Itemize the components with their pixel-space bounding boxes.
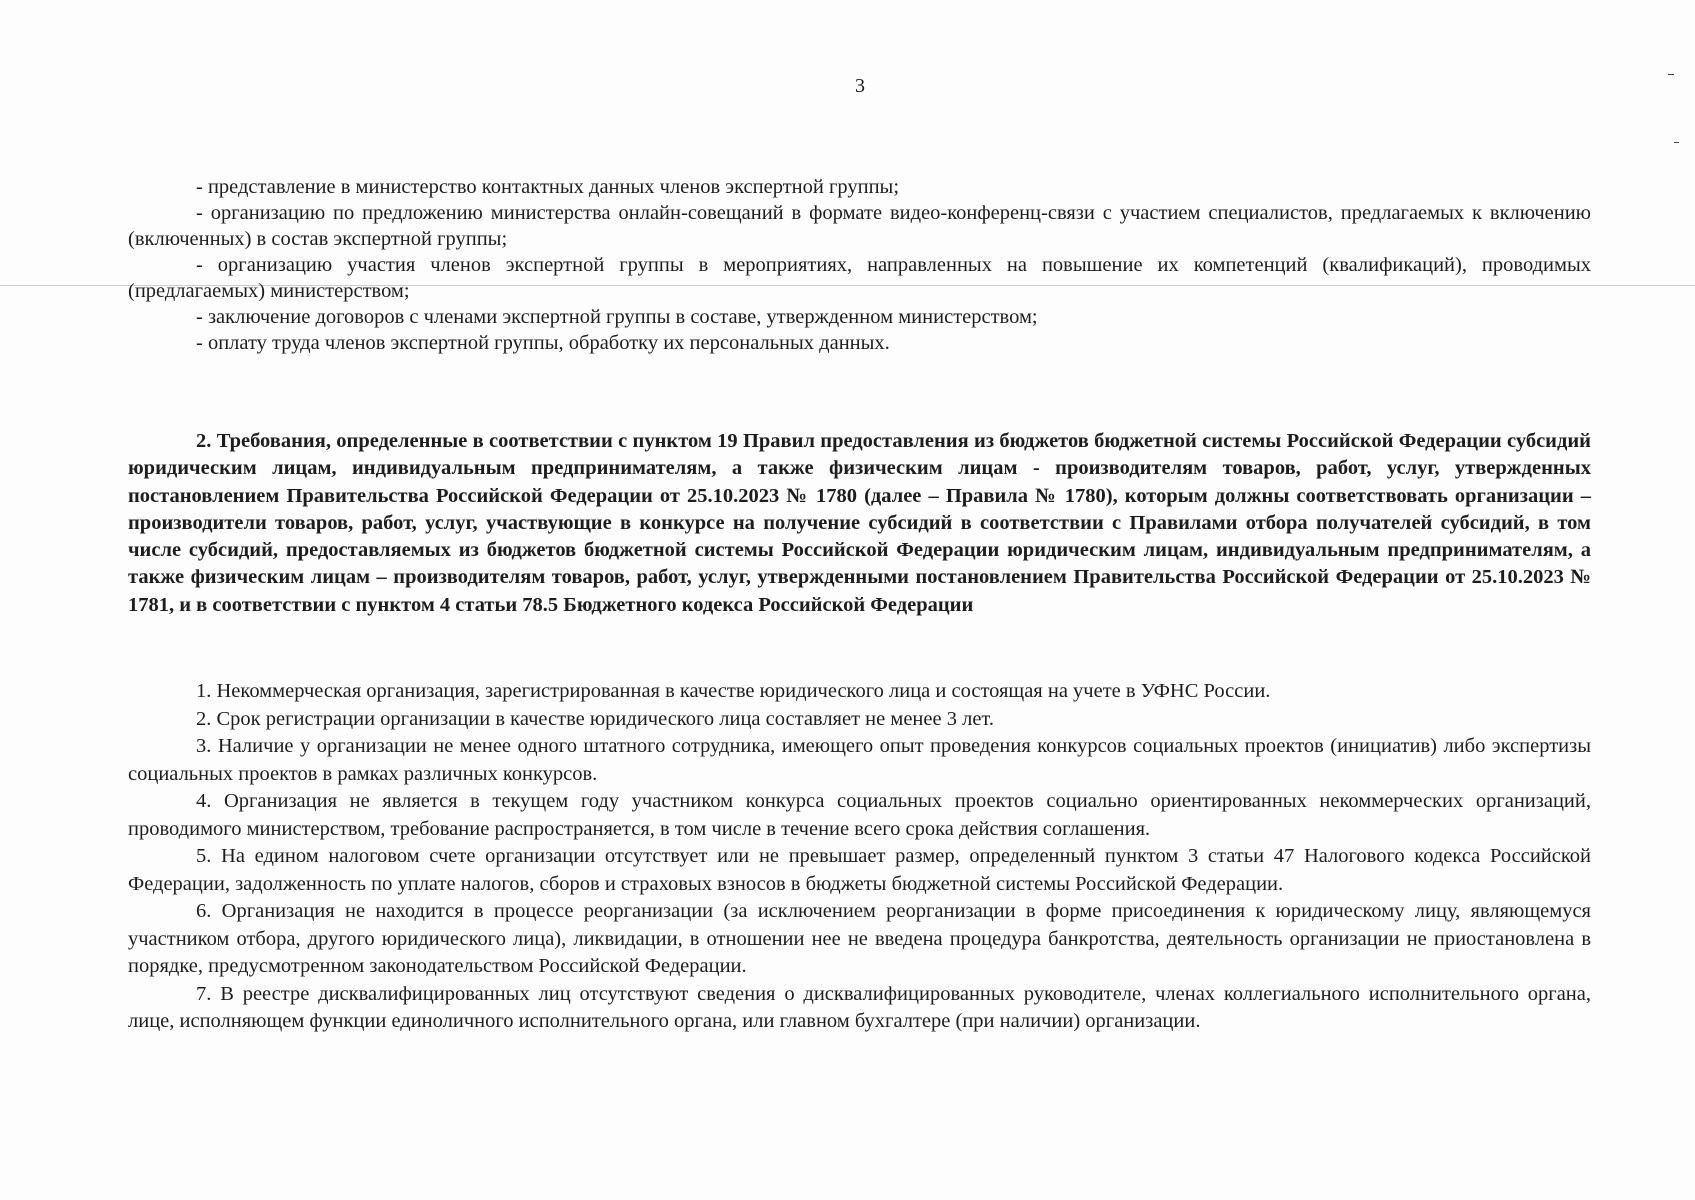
responsibilities-list xyxy=(128,174,1591,356)
requirement-item: 2. Срок регистрации организации в качестве юридического лица составляет не менее 3 лет. xyxy=(196,707,994,730)
scan-speck xyxy=(1674,142,1679,143)
scan-speck xyxy=(1668,74,1674,75)
list-item: - заключение договоров с членами экспертной группы в составе, утвержденном министерством; xyxy=(196,306,1038,328)
requirement-item: 6. Организация не находится в процессе реорганизации (за исключением реорганизации в форме присоединения к юридическому лицу, являющемуся участником отбора, другого юридического лица), ликвидации, в отношении нее не введена процедура банкротства, деятельность организации не приостановлена в порядке, предусмотренном законодательством Российской Федерации. xyxy=(128,900,1591,977)
requirement-item: 7. В реестре дисквалифицированных лиц отсутствуют сведения о дисквалифицированных руководителе, членах коллегиального исполнительного органа, лице, исполняющем функции единоличного исполнительного органа, или главном бухгалтере (при наличии) организации. xyxy=(128,982,1591,1032)
requirements-list xyxy=(128,678,1591,1036)
requirement-item: 5. На едином налоговом счете организации отсутствует или не превышает размер, определенный пунктом 3 статьи 47 Налогового кодекса Российской Федерации, задолженность по уплате налогов, сборов и страховых взносов в бюджеты бюджетной системы Российской Федерации. xyxy=(128,845,1591,895)
requirement-item: 4. Организация не является в текущем году участником конкурса социальных проектов социально ориентированных некоммерческих организаций, проводимого министерством, требование распространяется, в том числе в течение всего срока действия соглашения. xyxy=(128,790,1591,840)
requirement-item: 1. Некоммерческая организация, зарегистрированная в качестве юридического лица и состоящая на учете в УФНС России. xyxy=(196,680,1271,702)
list-item: - организацию по предложению министерства онлайн-совещаний в формате видео-конференц-связи с участием специалистов, предлагаемых к включению (включенных) в состав экспертной группы; xyxy=(128,202,1591,250)
section-heading xyxy=(128,428,1591,619)
requirement-item: 3. Наличие у организации не менее одного штатного сотрудника, имеющего опыт проведения конкурсов социальных проектов (инициатив) либо экспертизы социальных проектов в рамках различных конкурсов. xyxy=(128,735,1591,785)
page-number: 3 xyxy=(855,75,865,97)
list-item: - представление в министерство контактных данных членов экспертной группы; xyxy=(196,176,900,198)
section-heading-text: 2. Требования, определенные в соответствии с пунктом 19 Правил предоставления из бюджетов бюджетной системы Российской Федерации субсидий юридическим лицам, индивидуальным предпринимателям, а также физическим лицам - производителям товаров, работ, услуг, утвержденных постановлением Правительства Российской Федерации от 25.10.2023 № 1780 (далее – Правила № 1780), которым должны соответствовать организации – производители товаров, работ, услуг, участвующие в конкурсе на получение субсидий в соответствии с Правилами отбора получателей субсидий, в том числе субсидий, предоставляемых из бюджетов бюджетной системы Российской Федерации юридическим лицам, индивидуальным предпринимателям, а также физическим лицам – производителям товаров, работ, услуг, утвержденными постановлением Правительства Российской Федерации от 25.10.2023 № 1781, и в соответствии с пунктом 4 статьи 78.5 Бюджетного кодекса Российской Федерации xyxy=(128,430,1591,616)
list-item: - оплату труда членов экспертной группы, обработку их персональных данных. xyxy=(196,332,890,354)
list-item: - организацию участия членов экспертной группы в мероприятиях, направленных на повышение их компетенций (квалификаций), проводимых (предлагаемых) министерством; xyxy=(128,254,1591,302)
